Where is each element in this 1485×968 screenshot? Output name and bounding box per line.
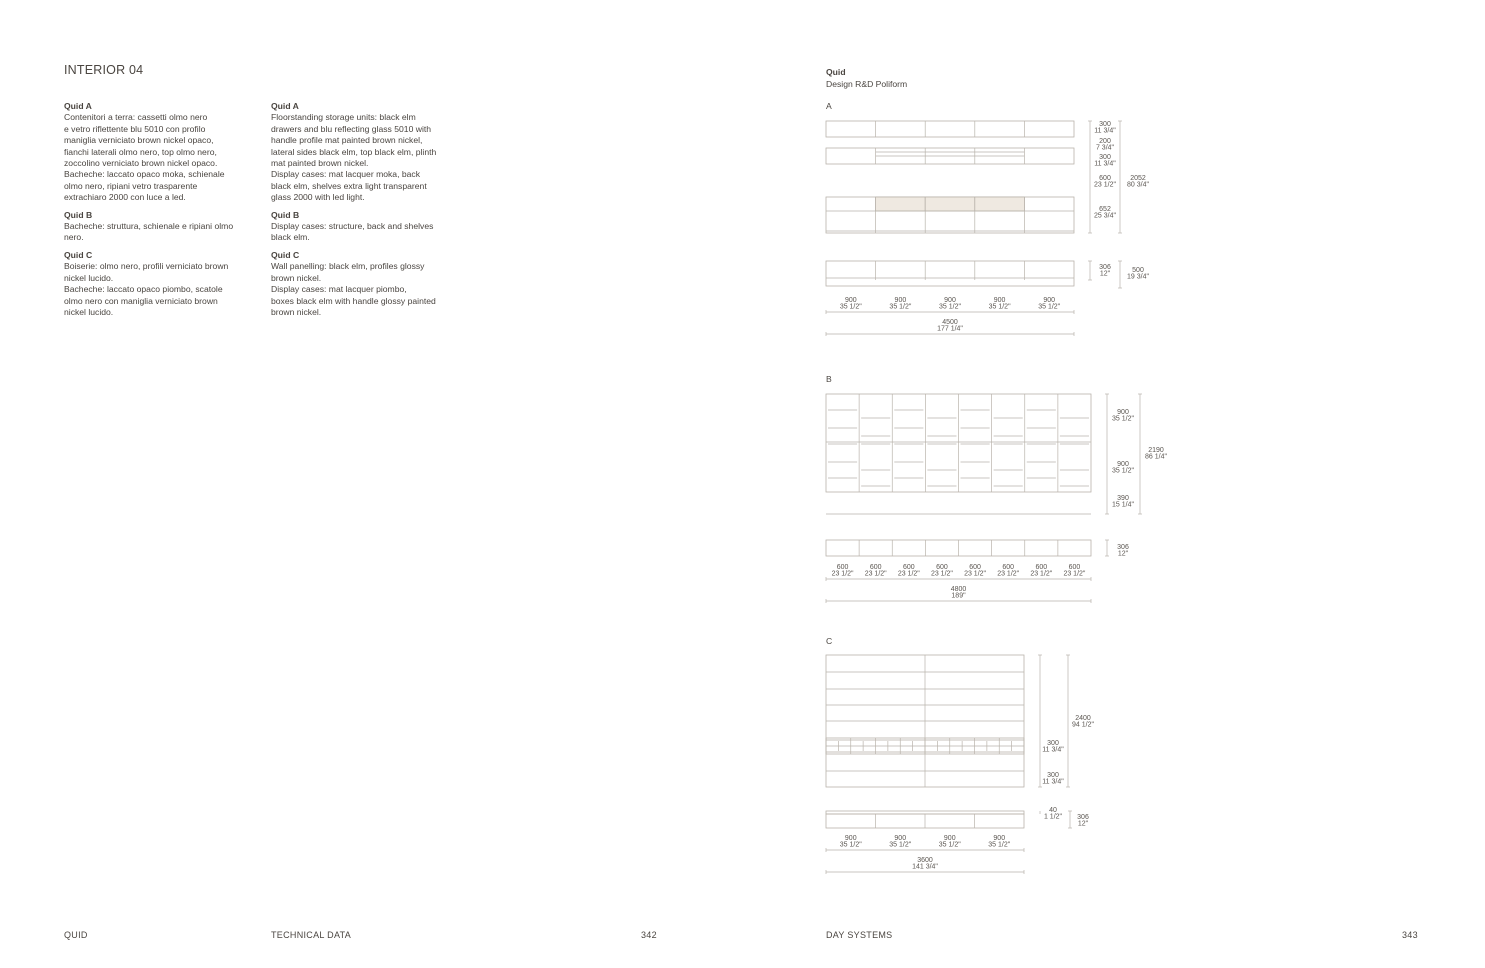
a-depth-total: 500 [1132, 267, 1144, 274]
italian-line: extrachiaro 2000 con luce a led. [64, 192, 186, 203]
a-depth: 306 [1099, 264, 1111, 271]
footer-brand: QUID [64, 930, 88, 940]
italian-line: zoccolino verniciato brown nickel opaco. [64, 158, 218, 169]
english-line: mat painted brown nickel. [271, 158, 369, 169]
italian-line: e vetro riflettente blu 5010 con profilo [64, 123, 206, 134]
b-width-value: 600 [1068, 564, 1081, 571]
a-width-value: 900 [1043, 297, 1056, 304]
a-total-height-inches: 80 3/4" [1127, 181, 1149, 189]
english-line: lateral sides black elm, top black elm, plinth [271, 146, 437, 157]
b-height-value: 900 [1117, 461, 1129, 468]
section-c-label: C [826, 636, 833, 646]
c-total-width-inches: 141 3/4" [912, 863, 938, 871]
b-width-value: 600 [1002, 564, 1015, 571]
english-line: Display cases: mat lacquer piombo, [271, 284, 407, 295]
italian-line: nero. [64, 232, 84, 243]
a-display-case [975, 197, 1025, 211]
b-width-value: 600 [969, 564, 981, 571]
a-height-value-inches: 7 3/4" [1095, 144, 1115, 152]
a-width-value: 900 [844, 297, 857, 304]
a-width-value-inches: 35 1/2" [988, 303, 1011, 311]
english-line: Display cases: structure, back and shelves [271, 221, 434, 232]
english-line: black elm. [271, 232, 310, 243]
a-height-value-inches: 23 1/2" [1094, 181, 1116, 189]
c-total-height: 2400 [1075, 715, 1091, 722]
a-height-value-inches: 11 3/4" [1094, 160, 1116, 168]
b-total-height-inches: 86 1/4" [1145, 453, 1167, 461]
english-line: Wall panelling: black elm, profiles glossy [271, 261, 425, 272]
a-width-value-inches: 35 1/2" [939, 303, 961, 311]
b-width-value-inches: 23 1/2" [997, 570, 1020, 578]
c-total-height-inches: 94 1/2" [1072, 721, 1094, 729]
italian-line: maniglia verniciato brown nickel opaco, [64, 135, 214, 146]
b-width-value-inches: 23 1/2" [964, 570, 987, 578]
italian-line: olmo nero, ripiani vetro trasparente [64, 180, 198, 191]
english-line: Display cases: mat lacquer moka, back [271, 169, 421, 180]
a-total-width: 4500 [942, 319, 958, 326]
italian-line: Boiserie: olmo nero, profili verniciato brown [64, 261, 229, 272]
a-display-case [925, 197, 975, 211]
b-depth: 306 [1117, 544, 1129, 551]
italian-heading: Quid C [64, 249, 93, 260]
italian-line: fianchi laterali olmo nero, top olmo nero, [64, 146, 217, 157]
a-top-unit [826, 121, 1074, 137]
italian-heading: Quid B [64, 209, 93, 220]
footer-page-left: 342 [641, 930, 657, 940]
italian-line: nickel lucido. [64, 272, 114, 283]
c-depth: 306 [1077, 814, 1089, 821]
b-total-height: 2190 [1148, 447, 1164, 454]
english-line: drawers and blu reflecting glass 5010 with [271, 123, 432, 134]
b-width-value: 600 [1035, 564, 1048, 571]
italian-line: nickel lucido. [64, 306, 114, 317]
english-heading: Quid C [271, 249, 300, 260]
a-width-value: 900 [894, 297, 907, 304]
a-width-value-inches: 35 1/2" [889, 303, 912, 311]
english-heading: Quid B [271, 209, 300, 220]
english-heading: Quid A [271, 101, 299, 111]
footer-section-right: DAY SYSTEMS [826, 930, 893, 940]
b-height-value: 390 [1117, 495, 1129, 502]
b-width-value: 600 [836, 564, 849, 571]
c-width-value: 900 [894, 835, 907, 842]
c-depth-inches: 12" [1077, 820, 1089, 828]
c-height-value: 300 [1047, 772, 1059, 779]
english-line: brown nickel. [271, 306, 322, 317]
a-total-width-inches: 177 1/4" [937, 325, 963, 333]
b-width-value: 600 [936, 564, 948, 571]
a-height-value-inches: 11 3/4" [1094, 127, 1116, 135]
b-total-width-inches: 189" [951, 592, 966, 600]
a-height-value-inches: 25 3/4" [1094, 212, 1116, 220]
b-width-value-inches: 23 1/2" [864, 570, 887, 578]
english-line: brown nickel. [271, 272, 322, 283]
a-width-value-inches: 35 1/2" [1038, 303, 1061, 311]
a-width-value: 900 [944, 297, 956, 304]
c-width-value-inches: 35 1/2" [889, 841, 912, 849]
b-total-width: 4800 [950, 586, 967, 593]
b-width-value: 600 [902, 564, 915, 571]
b-width-value-inches: 23 1/2" [831, 570, 854, 578]
a-width-value: 900 [993, 297, 1006, 304]
c-total-width: 3600 [917, 857, 933, 864]
c-top-depth: 40 [1049, 807, 1057, 814]
a-height-value: 300 [1099, 121, 1111, 128]
c-width-value-inches: 35 1/2" [839, 841, 862, 849]
a-total-height: 2052 [1130, 175, 1146, 182]
italian-line: Bacheche: laccato opaco moka, schienale [64, 169, 225, 180]
a-width-value-inches: 35 1/2" [839, 303, 862, 311]
a-height-value: 600 [1099, 175, 1111, 182]
italian-line: olmo nero con maniglia verniciato brown [64, 295, 218, 306]
italian-line: Bacheche: struttura, schienale e ripiani olmo [64, 221, 234, 232]
b-width-value-inches: 23 1/2" [1063, 570, 1086, 578]
c-height-value-inches: 11 3/4" [1042, 778, 1064, 786]
c-height-value-inches: 11 3/4" [1042, 746, 1064, 754]
section-b-label: B [826, 374, 832, 384]
b-height-value-inches: 35 1/2" [1112, 415, 1134, 423]
b-height-value-inches: 35 1/2" [1112, 467, 1134, 475]
a-display-case [876, 197, 926, 211]
footer-page-right: 343 [1402, 930, 1418, 940]
b-width-value-inches: 23 1/2" [897, 570, 920, 578]
b-height-value: 900 [1117, 409, 1129, 416]
english-line: handle profile mat painted brown nickel, [271, 135, 423, 146]
c-plan-strip [826, 811, 1024, 814]
a-depth-inches: 12" [1099, 270, 1111, 278]
b-depth-inches: 12" [1117, 550, 1129, 558]
english-line: black elm, shelves extra light transparent [271, 180, 427, 191]
c-width-value-inches: 35 1/2" [938, 841, 961, 849]
b-width-value-inches: 23 1/2" [930, 570, 953, 578]
c-width-value: 900 [844, 835, 857, 842]
c-width-value: 900 [943, 835, 956, 842]
c-top-depth-inches: 1 1/2" [1043, 813, 1063, 821]
italian-line: Bacheche: laccato opaco piombo, scatole [64, 284, 223, 295]
c-height-value: 300 [1047, 740, 1059, 747]
english-line: boxes black elm with handle glossy painted [271, 295, 436, 306]
product-name: Quid [826, 67, 846, 77]
b-width-value-inches: 23 1/2" [1030, 570, 1053, 578]
product-designer: Design R&D Poliform [826, 79, 908, 89]
c-width-value: 900 [993, 835, 1006, 842]
b-width-value: 600 [869, 564, 882, 571]
a-plan-view [826, 261, 1074, 286]
b-height-value-inches: 15 1/4" [1112, 501, 1134, 509]
english-line: glass 2000 with led light. [271, 192, 365, 203]
italian-heading: Quid A [64, 101, 92, 111]
section-a-label: A [826, 101, 832, 111]
page-title: INTERIOR 04 [64, 63, 144, 77]
c-width-value-inches: 35 1/2" [988, 841, 1011, 849]
italian-line: Contenitori a terra: cassetti olmo nero [64, 112, 208, 123]
english-line: Floorstanding storage units: black elm [271, 112, 416, 123]
footer-section-left: TECHNICAL DATA [271, 930, 352, 940]
a-height-value: 300 [1099, 154, 1111, 161]
a-depth-total-inches: 19 3/4" [1127, 273, 1149, 281]
a-height-value: 200 [1099, 138, 1111, 145]
a-height-value: 652 [1099, 206, 1111, 213]
